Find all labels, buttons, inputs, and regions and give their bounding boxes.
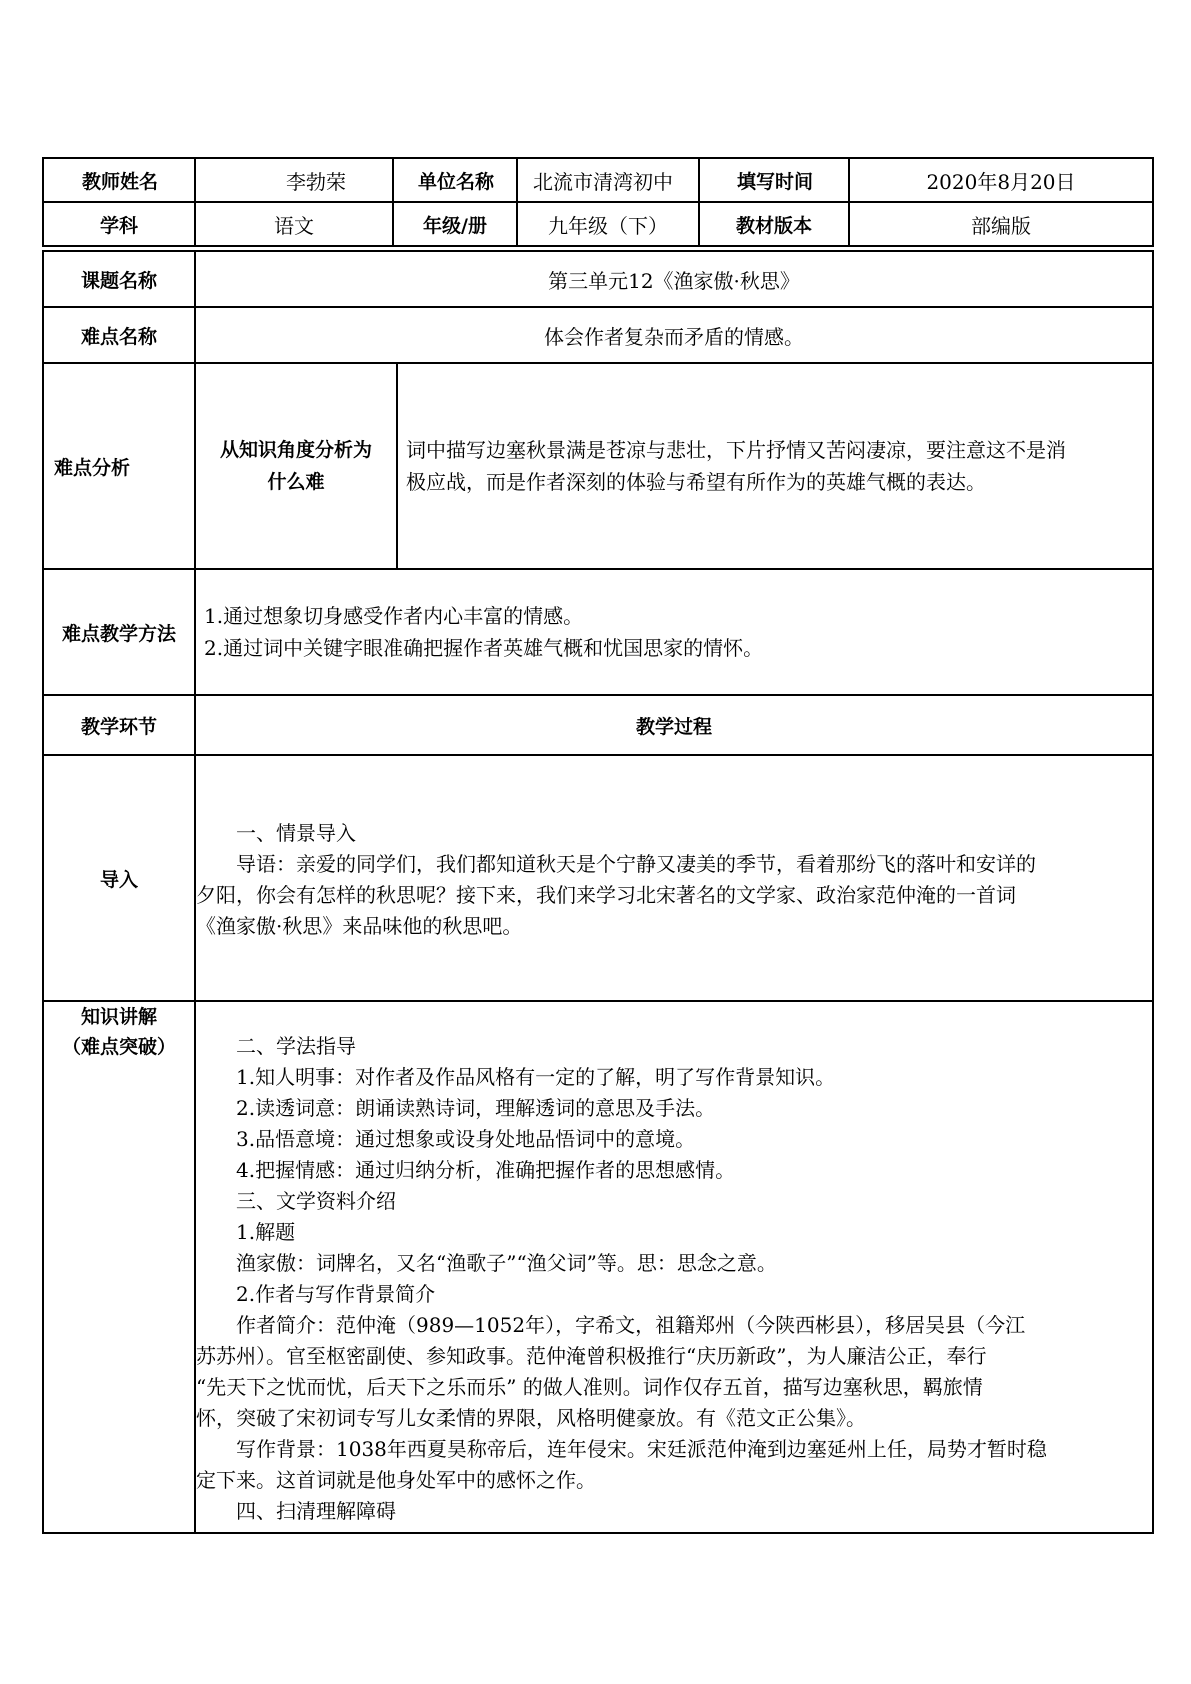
knowledge-line: “先天下之忧而忧，后天下之乐而乐” 的做人准则。词作仅存五首，描写边塞秋思，羁旅情	[196, 1375, 983, 1399]
topic-value: 第三单元12《渔家傲·秋思》	[548, 268, 800, 293]
knowledge-line: 1.知人明事：对作者及作品风格有一定的了解，明了写作背景知识。	[236, 1065, 836, 1089]
knowledge-line: 4.把握情感：通过归纳分析，准确把握作者的思想感情。	[236, 1158, 736, 1182]
knowledge-label	[44, 1002, 194, 1062]
analysis-row	[42, 364, 1154, 568]
fill-date-label: 填写时间	[736, 170, 813, 193]
teacher-name-value: 李勃荣	[286, 169, 346, 194]
knowledge-line: 渔家傲：词牌名，又名“渔歌子”“渔父词”等。思：思念之意。	[236, 1251, 777, 1275]
knowledge-line: 3.品悟意境：通过想象或设身处地品悟词中的意境。	[236, 1127, 696, 1151]
edition-value: 部编版	[971, 213, 1031, 238]
knowledge-line: 定下来。这首词就是他身处军中的感怀之作。	[196, 1468, 596, 1492]
topic-row	[42, 252, 1154, 306]
intro-line: 《渔家傲·秋思》来品味他的秋思吧。	[196, 914, 523, 938]
knowledge-line: 2.作者与写作背景简介	[236, 1282, 436, 1306]
method-line: 1.通过想象切身感受作者内心丰富的情感。	[204, 604, 584, 628]
difficulty-label: 难点名称	[80, 325, 157, 348]
method-row	[42, 570, 1154, 694]
method-text	[204, 570, 1144, 694]
knowledge-line: 苏苏州）。官至枢密副使、参知政事。范仲淹曾积极推行“庆历新政”，为人廉洁公正，奉行	[196, 1344, 987, 1368]
intro-line: 导语：亲爱的同学们，我们都知道秋天是个宁静又凄美的季节，看着那纷飞的落叶和安详的	[236, 852, 1036, 876]
subject-value: 语文	[274, 213, 314, 238]
knowledge-text	[196, 1031, 1140, 1527]
process-header-row	[42, 696, 1154, 754]
teaching-step-label: 教学环节	[80, 715, 157, 738]
difficulty-value: 体会作者复杂而矛盾的情感。	[544, 324, 804, 349]
intro-line: 夕阳，你会有怎样的秋思呢？接下来，我们来学习北宋著名的文学家、政治家范仲淹的一首词	[196, 883, 1016, 907]
grade-value: 九年级（下）	[548, 213, 668, 238]
knowledge-line: 怀，突破了宋初词专写儿女柔情的界限，风格明健豪放。有《范文正公集》。	[196, 1406, 866, 1430]
intro-label: 导入	[99, 868, 138, 891]
analysis-text	[406, 364, 1146, 568]
knowledge-line: 四、扫清理解障碍	[236, 1499, 396, 1523]
analysis-sub-label-line: 从知识角度分析为	[219, 439, 372, 461]
unit-name-label: 单位名称	[417, 170, 494, 193]
method-label: 难点教学方法	[61, 622, 176, 645]
analysis-text-line: 极应战，而是作者深刻的体验与希望有所作为的英雄气概的表达。	[406, 470, 986, 494]
edition-label: 教材版本	[735, 214, 812, 237]
knowledge-line: 三、文学资料介绍	[236, 1189, 396, 1213]
knowledge-label-line: 知识讲解	[80, 1006, 157, 1028]
knowledge-label-line: （难点突破）	[61, 1036, 176, 1058]
intro-text	[196, 818, 1140, 942]
subject-label: 学科	[99, 214, 138, 237]
intro-line: 一、情景导入	[236, 821, 356, 845]
topic-label: 课题名称	[80, 269, 157, 292]
method-line: 2.通过词中关键字眼准确把握作者英雄气概和忧国思家的情怀。	[204, 636, 764, 660]
knowledge-line: 2.读透词意：朗诵读熟诗词，理解透词的意思及手法。	[236, 1096, 716, 1120]
analysis-text-line: 词中描写边塞秋景满是苍凉与悲壮，下片抒情又苦闷凄凉，要注意这不是消	[406, 438, 1066, 462]
difficulty-row	[42, 308, 1154, 362]
row-divider	[42, 245, 1154, 247]
header-row-2	[42, 203, 1154, 245]
analysis-sub-label-line: 什么难	[267, 471, 325, 493]
knowledge-line: 1.解题	[236, 1220, 296, 1244]
analysis-sub-label	[196, 364, 396, 568]
knowledge-line: 写作背景：1038年西夏昊称帝后，连年侵宋。宋廷派范仲淹到边塞延州上任，局势才暂时稳	[236, 1437, 1047, 1461]
header-row-1	[42, 159, 1154, 201]
knowledge-line: 作者简介：范仲淹（989—1052年），字希文，祖籍郑州（今陕西彬县），移居吴县（今江	[236, 1313, 1026, 1337]
grade-label: 年级/册	[423, 214, 487, 237]
analysis-label: 难点分析	[54, 456, 131, 479]
knowledge-line: 二、学法指导	[236, 1034, 356, 1058]
teaching-process-label: 教学过程	[635, 715, 712, 738]
unit-name-value: 北流市清湾初中	[533, 169, 673, 194]
teacher-name-label: 教师姓名	[81, 170, 158, 193]
fill-date-value: 2020年8月20日	[926, 169, 1076, 194]
